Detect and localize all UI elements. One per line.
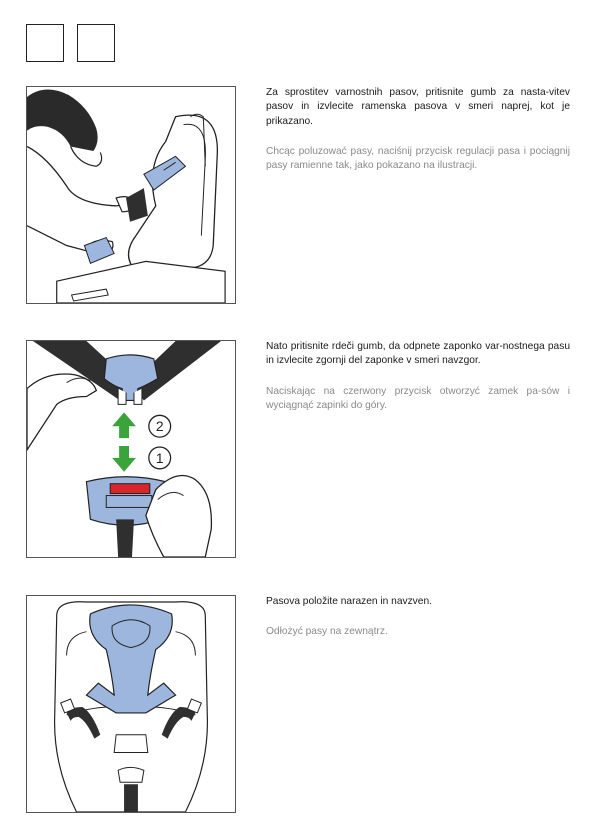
- marker-1: 1: [155, 449, 164, 466]
- step-2-text-pl: Naciskając na czerwony przycisk otworzyć zamek pa-sów i wyciągnąć zapinki do góry.: [266, 385, 570, 411]
- step-2-text-sl: Nato pritisnite rdeči gumb, da odpnete zaponko var-nostnega pasu in izvlecite zgornji del zaponke v smeri navzgor.: [266, 341, 570, 367]
- step-3-text-sl: Pasova položite narazen in navzven.: [266, 596, 432, 607]
- step-1-text-pl: Chcąc poluzować pasy, naciśnij przycisk regulacji pasa i pociągnij pasy ramienne tak, jako pokazano na ilustracji.: [266, 145, 570, 172]
- step-1-text: [266, 86, 570, 173]
- step-2-text: [266, 340, 570, 413]
- arrow-up-icon: [112, 412, 136, 438]
- buckle-release-illustration: [27, 341, 235, 557]
- step-1-illustration: [26, 86, 236, 304]
- harness-apart-illustration: [27, 596, 235, 812]
- checkbox-right[interactable]: [77, 24, 115, 62]
- arrow-down-icon: [112, 446, 136, 472]
- person-adjusting-seat-illustration: [27, 87, 235, 303]
- marker-2: 2: [155, 418, 164, 435]
- step-2-illustration: [26, 340, 236, 558]
- step-1-text-sl: Za sprostitev varnostnih pasov, pritisnite gumb za nasta-vitev pasov in izvlecite ramenska pasova v smeri naprej, kot je prikazano.: [266, 87, 570, 127]
- step-3-text: [266, 595, 570, 640]
- step-3-illustration: [26, 595, 236, 813]
- red-button: [110, 484, 150, 494]
- checkbox-left[interactable]: [26, 24, 64, 62]
- step-3-text-pl: Odłożyć pasy na zewnątrz.: [266, 626, 388, 638]
